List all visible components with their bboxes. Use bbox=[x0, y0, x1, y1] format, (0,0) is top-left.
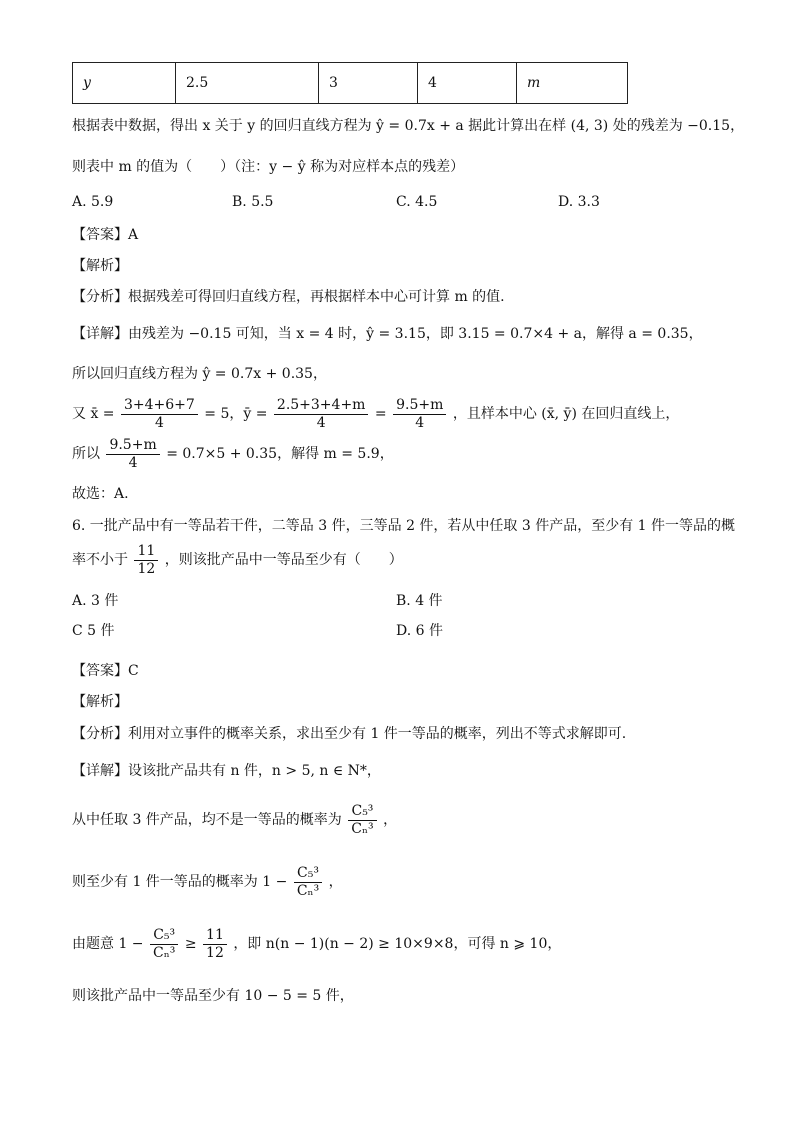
q5-option-c: C. 4.5 bbox=[396, 194, 438, 210]
fraction-denominator: 12 bbox=[206, 944, 224, 961]
fraction bbox=[203, 927, 227, 962]
q6-analysis-header: 【解析】 bbox=[72, 694, 128, 710]
q6-analysis: 【分析】利用对立事件的概率关系，求出至少有 1 件一等品的概率，列出不等式求解即可. bbox=[72, 726, 627, 742]
q5-detail-2: 所以回归直线方程为 ŷ = 0.7x + 0.35， bbox=[72, 366, 327, 382]
q6-detail-2 bbox=[72, 800, 397, 840]
q5-detail-4 bbox=[72, 436, 394, 472]
q6-detail-4c: ，即 n(n − 1)(n − 2) ≥ 10×9×8，可得 n ⩾ 10， bbox=[233, 936, 562, 952]
table-row bbox=[73, 63, 628, 104]
fraction bbox=[274, 397, 369, 432]
fraction bbox=[150, 927, 178, 962]
q6-stem-line1: 6. 一批产品中有一等品若干件，二等品 3 件，三等品 2 件，若从中任取 3 件产品，至少有 1 件一等品的概 bbox=[72, 518, 736, 534]
fraction-denominator: Cₙ³ bbox=[296, 882, 320, 899]
table-cell: m bbox=[517, 63, 628, 104]
q6-detail-2b: ， bbox=[383, 812, 398, 828]
q6-option-a: A. 3 件 bbox=[72, 593, 119, 609]
fraction bbox=[134, 543, 158, 578]
fraction-denominator: 4 bbox=[128, 454, 138, 471]
q6-option-d: D. 6 件 bbox=[396, 623, 443, 639]
q6-stem-line2a: 率不小于 bbox=[72, 552, 128, 568]
fraction bbox=[348, 803, 376, 838]
q5-detail-3 bbox=[72, 396, 679, 432]
fraction-denominator: 4 bbox=[415, 414, 425, 431]
q6-detail-5: 则该批产品中一等品至少有 10 − 5 = 5 件， bbox=[72, 988, 354, 1004]
fraction-denominator: 4 bbox=[154, 414, 164, 431]
q6-detail-1: 【详解】设该批产品共有 n 件，n > 5, n ∈ N*， bbox=[72, 763, 381, 779]
fraction-numerator: 11 bbox=[203, 927, 227, 945]
fraction-numerator: 11 bbox=[134, 543, 158, 561]
q5-option-b: B. 5.5 bbox=[232, 194, 274, 210]
q5-detail-3b: = 5，ȳ = bbox=[204, 406, 268, 422]
table-row-label: y bbox=[73, 63, 176, 104]
fraction-denominator: Cₙ³ bbox=[351, 820, 374, 837]
fraction bbox=[294, 865, 322, 900]
q5-option-a: A. 5.9 bbox=[72, 194, 114, 210]
q5-conclusion: 故选：A. bbox=[72, 486, 129, 502]
q6-detail-3b: ， bbox=[328, 874, 343, 890]
table-cell: 2.5 bbox=[176, 63, 319, 104]
q5-stem-line1: 根据表中数据，得出 x 关于 y 的回归直线方程为 ŷ = 0.7x + a 据此计算出在样 (4, 3) 处的残差为 −0.15， bbox=[72, 118, 745, 134]
q5-analysis-header: 【解析】 bbox=[72, 258, 128, 274]
fraction-numerator: C₅³ bbox=[348, 803, 376, 821]
q5-stem-line2: 则表中 m 的值为（ ）（注：y − ŷ 称为对应样本点的残差） bbox=[72, 159, 465, 175]
q6-option-b: B. 4 件 bbox=[396, 593, 443, 609]
fraction-numerator: 9.5+m bbox=[106, 437, 159, 455]
table-cell: 3 bbox=[319, 63, 418, 104]
fraction-numerator: 9.5+m bbox=[393, 397, 446, 415]
fraction-denominator: 12 bbox=[137, 560, 156, 577]
q6-detail-2a: 从中任取 3 件产品，均不是一等品的概率为 bbox=[72, 812, 342, 828]
fraction-numerator: 3+4+6+7 bbox=[121, 397, 198, 415]
q6-detail-3 bbox=[72, 862, 343, 902]
q5-detail-3a: 又 x̄ = bbox=[72, 406, 115, 422]
q5-detail-4a: 所以 bbox=[72, 446, 100, 462]
q5-detail-3c: = bbox=[374, 406, 387, 422]
fraction bbox=[106, 437, 159, 472]
q6-stem-line2b: ，则该批产品中一等品至少有（ ） bbox=[164, 552, 403, 568]
fraction-numerator: 2.5+3+4+m bbox=[274, 397, 369, 415]
fraction-numerator: C₅³ bbox=[294, 865, 322, 883]
q6-detail-4b: ≥ bbox=[184, 936, 197, 952]
fraction-numerator: C₅³ bbox=[150, 927, 178, 945]
fraction bbox=[393, 397, 446, 432]
table-cell: 4 bbox=[418, 63, 517, 104]
q5-analysis: 【分析】根据残差可得回归直线方程，再根据样本中心可计算 m 的值. bbox=[72, 289, 505, 305]
fraction-denominator: Cₙ³ bbox=[153, 944, 176, 961]
fraction-denominator: 4 bbox=[316, 414, 326, 431]
q6-answer: 【答案】C bbox=[72, 663, 139, 679]
q6-option-c: C 5 件 bbox=[72, 623, 115, 639]
data-table bbox=[72, 62, 628, 104]
q5-detail-4b: = 0.7×5 + 0.35，解得 m = 5.9， bbox=[166, 446, 394, 462]
q6-detail-3a: 则至少有 1 件一等品的概率为 1 − bbox=[72, 874, 288, 890]
q5-detail-3d: ，且样本中心 (x̄, ȳ) 在回归直线上， bbox=[452, 406, 680, 422]
q5-answer: 【答案】A bbox=[72, 227, 139, 243]
fraction bbox=[121, 397, 198, 432]
q5-option-d: D. 3.3 bbox=[558, 194, 600, 210]
q6-detail-4 bbox=[72, 924, 561, 964]
q5-detail-1: 【详解】由残差为 −0.15 可知，当 x = 4 时，ŷ = 3.15，即 3.15 = 0.7×4 + a，解得 a = 0.35， bbox=[72, 326, 703, 342]
q6-stem-line2 bbox=[72, 542, 403, 578]
q6-detail-4a: 由题意 1 − bbox=[72, 936, 144, 952]
